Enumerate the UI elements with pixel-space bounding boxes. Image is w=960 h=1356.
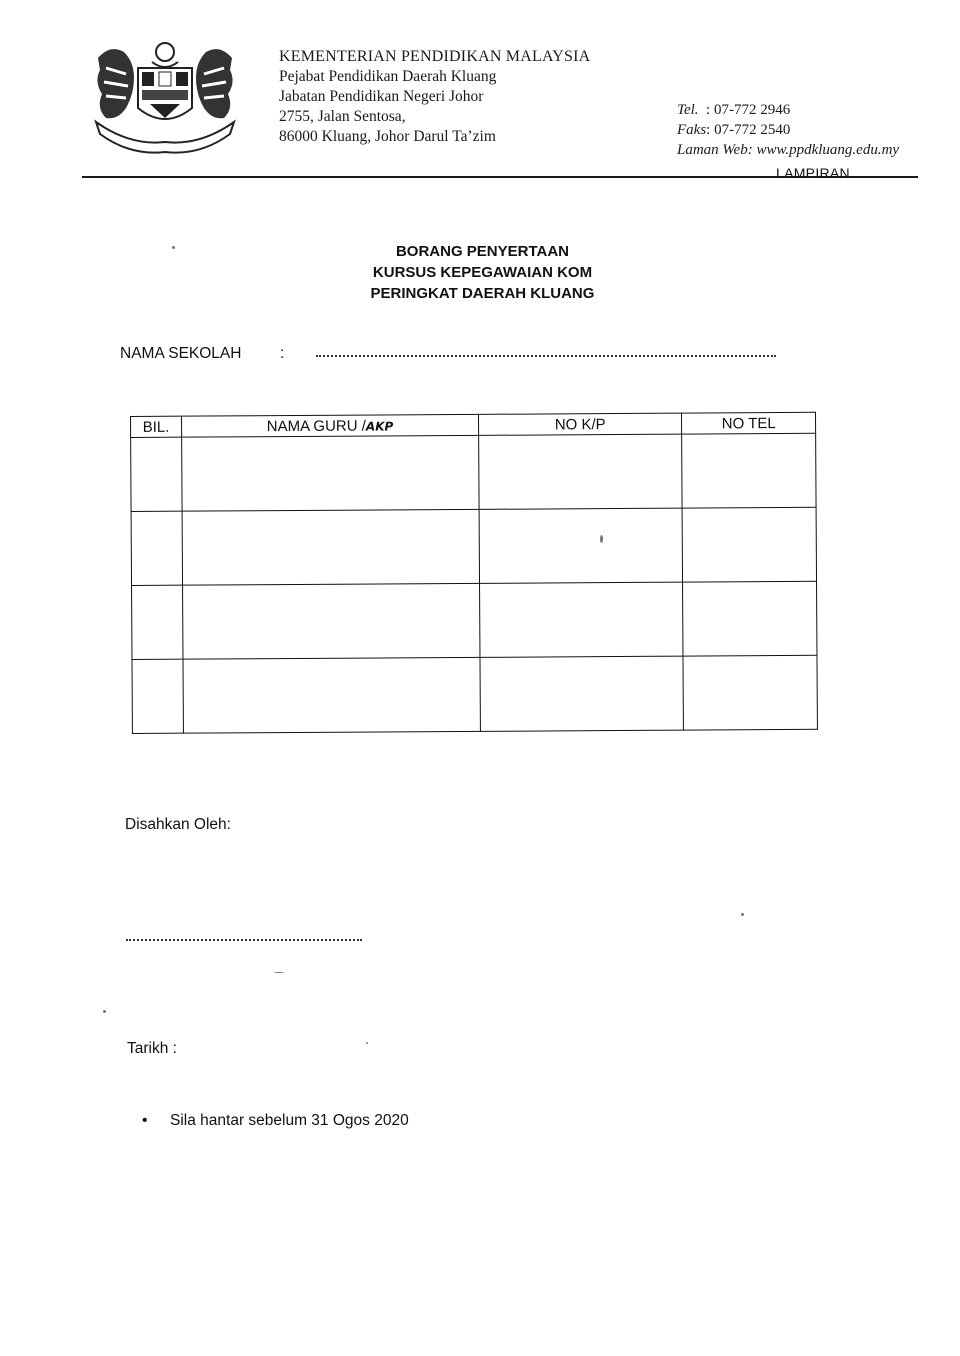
scan-speck [274,972,284,973]
table-row [131,507,816,585]
form-title-line-1: BORANG PENYERTAAN [395,243,570,260]
school-name-colon: : [280,345,285,362]
scan-speck [366,1042,368,1044]
jata-negara-crest [90,38,240,158]
scan-speck [172,246,175,249]
tel-value: : 07-772 2946 [706,102,791,118]
cell-no-kp[interactable] [480,656,684,731]
tel-label: Tel. [677,102,699,118]
header-bil: BIL. [131,416,182,437]
lampiran-label: LAMPIRAN [776,165,850,181]
fax-label: Faks [677,122,707,138]
cell-no-kp[interactable] [479,508,683,583]
submission-note [142,1112,409,1130]
participant-table [130,412,818,734]
header-nama-guru-label: NAMA GURU / [266,417,366,435]
handwritten-akp: AKP [365,418,394,434]
header-no-tel: NO TEL [682,412,816,434]
cell-no-kp[interactable] [480,582,684,657]
table-row [131,433,816,511]
date-label: Tarikh : [127,1040,177,1057]
table-row [132,655,817,733]
header-no-kp: NO K/P [478,413,681,435]
verified-by-label: Disahkan Oleh: [125,816,231,833]
tel-line [677,100,899,120]
cell-nama-guru[interactable] [182,509,480,585]
cell-no-tel[interactable] [682,433,816,508]
table-row [132,581,817,659]
scan-speck [600,535,603,543]
org-line-city: 86000 Kluang, Johor Darul Ta’zim [279,128,496,145]
org-line-district-office: Pejabat Pendidikan Daerah Kluang [279,68,497,85]
org-line-street: 2755, Jalan Sentosa, [279,108,406,125]
web-label: Laman Web: [677,142,753,158]
cell-no-kp[interactable] [479,434,683,509]
form-title [0,241,960,304]
header-nama-guru [181,414,478,437]
cell-nama-guru[interactable] [182,435,480,511]
contact-block [677,100,899,160]
organisation-address [279,47,590,147]
submission-note-text: Sila hantar sebelum 31 Ogos 2020 [170,1112,409,1129]
bullet-icon: • [142,1112,148,1129]
web-value: www.ppdkluang.edu.my [756,142,900,158]
cell-nama-guru[interactable] [183,657,481,733]
form-title-line-2: KURSUS KEPEGAWAIAN KOM [372,264,593,281]
cell-bil[interactable] [131,511,182,585]
scan-speck [741,913,744,916]
cell-nama-guru[interactable] [182,583,480,659]
org-line-state-department: Jabatan Pendidikan Negeri Johor [279,88,484,105]
cell-no-tel[interactable] [683,655,817,730]
school-name-label: NAMA SEKOLAH [120,345,242,362]
school-name-field[interactable] [316,355,776,357]
cell-bil[interactable] [131,437,182,511]
form-title-line-3: PERINGKAT DAERAH KLUANG [370,285,595,302]
fax-line [677,120,899,140]
web-line [677,140,899,160]
signature-line[interactable] [126,939,362,941]
cell-no-tel[interactable] [683,581,817,656]
org-line-ministry: KEMENTERIAN PENDIDIKAN MALAYSIA [279,48,591,65]
cell-bil[interactable] [132,659,183,733]
fax-value: : 07-772 2540 [706,122,791,138]
scan-speck [103,1010,106,1013]
cell-bil[interactable] [132,585,183,659]
cell-no-tel[interactable] [682,507,816,582]
